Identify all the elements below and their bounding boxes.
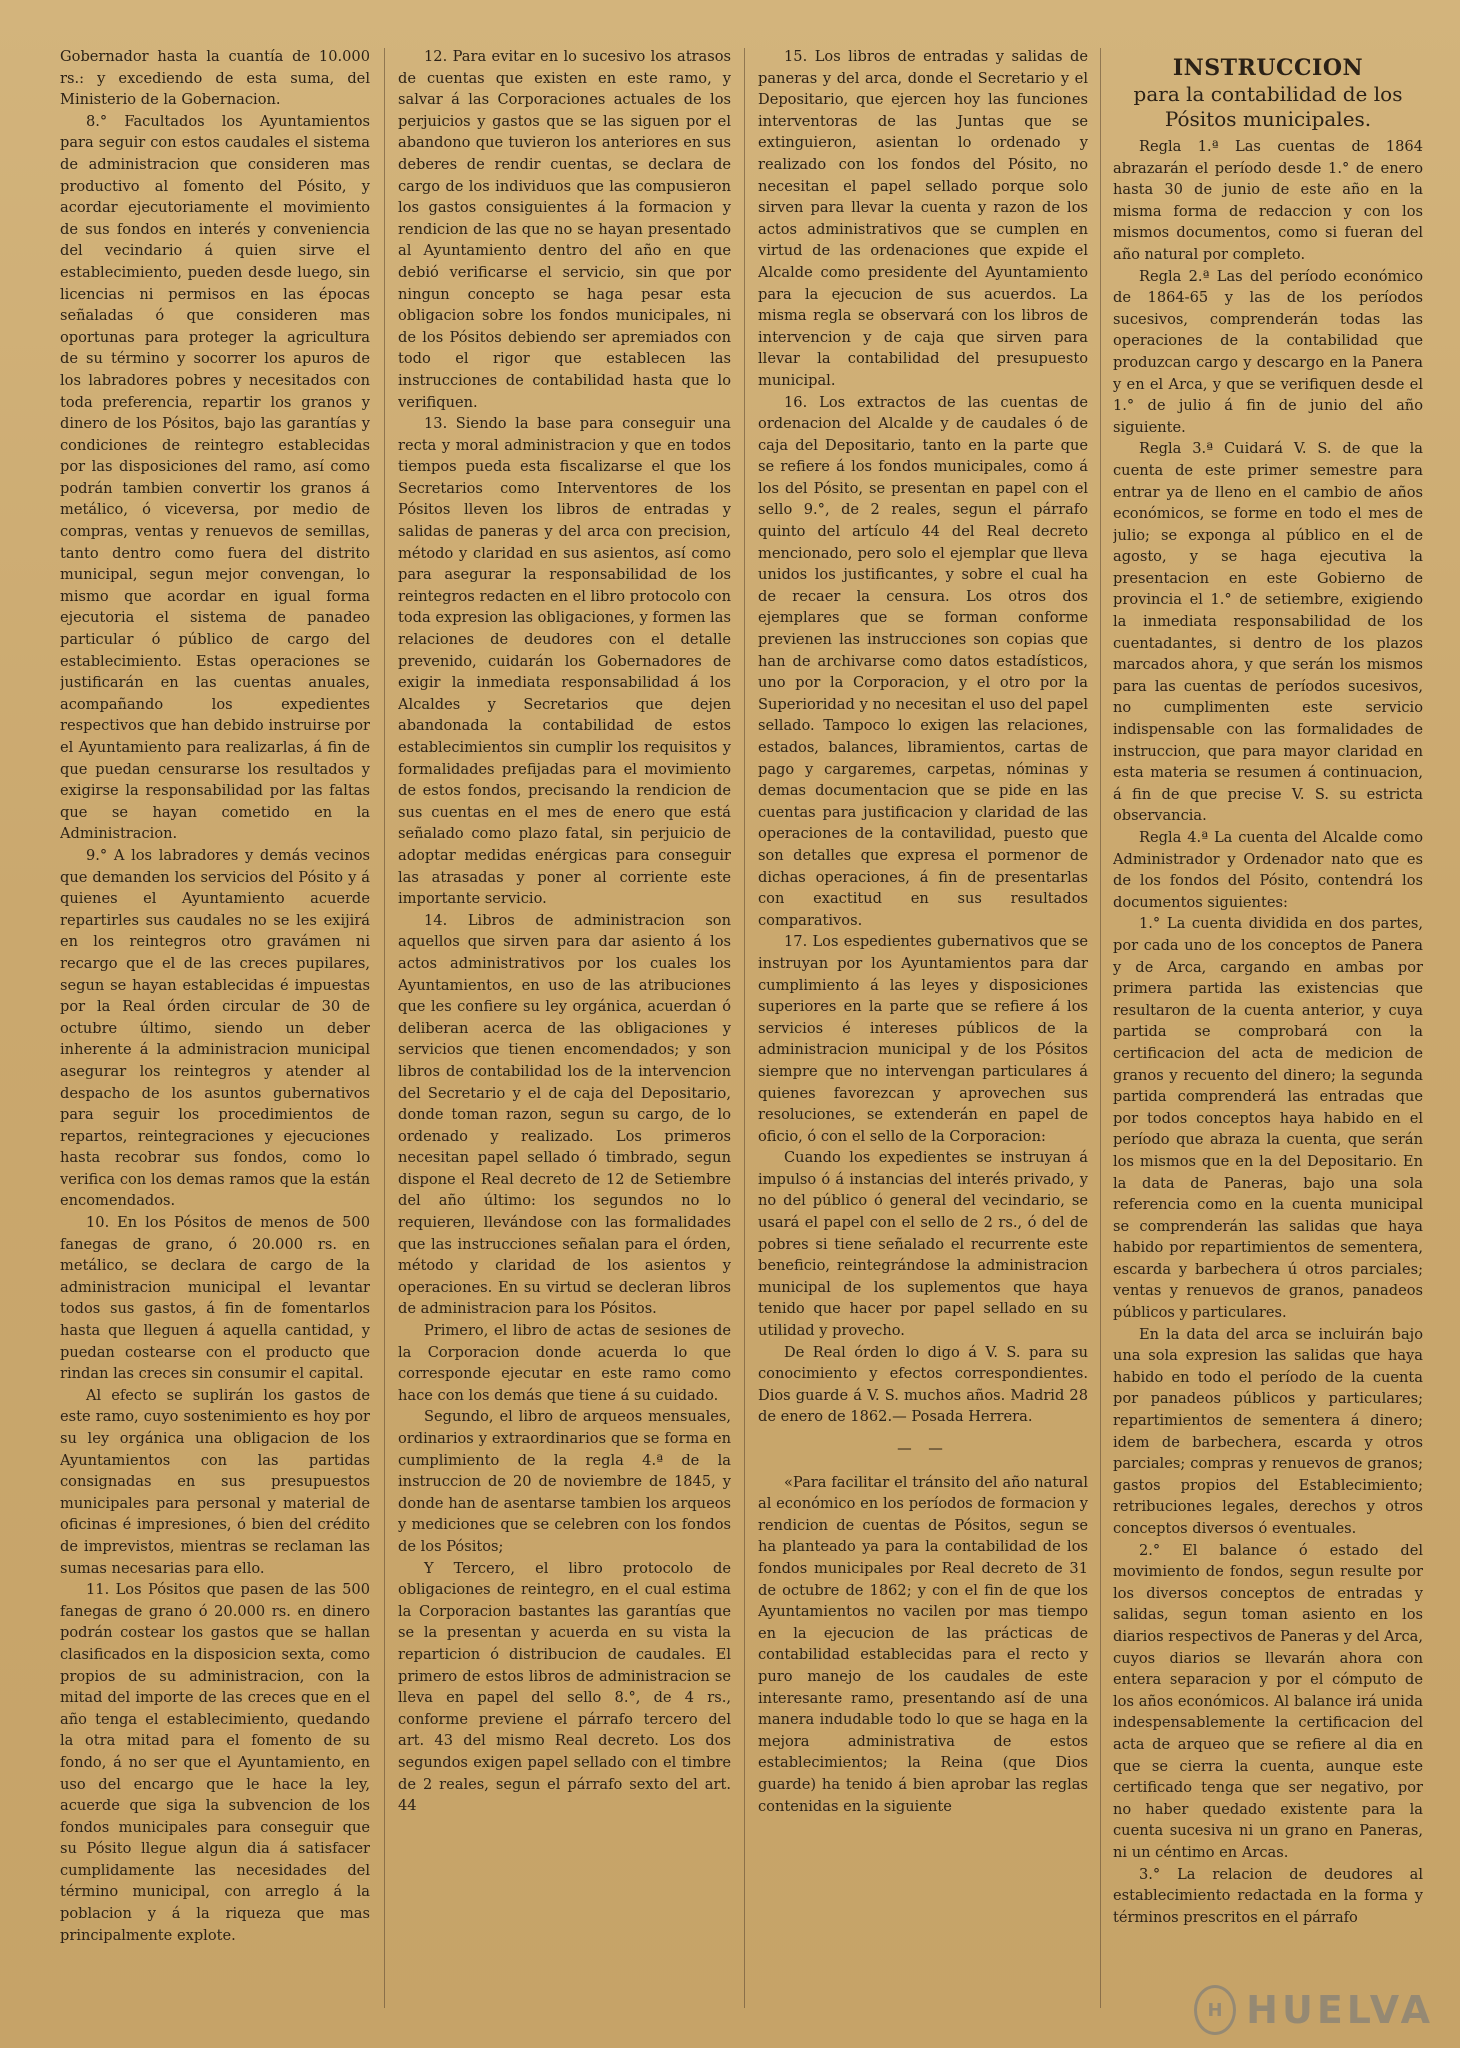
paragraph: Al efecto se suplirán los gastos de este ramo, cuyo sostenimiento es hoy por su ley orgánica una obligacion de los Ayuntamientos con las partidas consignadas en sus presupuestos municipales para personal y material de oficinas é impresiones, ó bien del crédito de imprevistos, mientras se reclaman las sumas necesarias para ello.	[60, 1386, 370, 1577]
paragraph: 1.° La cuenta dividida en dos partes, por cada uno de los conceptos de Panera y de Arca, cargando en ambas por primera partida las existencias que resultaron de la cuenta anterior, y cuya partida se comprobará con la certificacion del acta de medicion de granos y recuento del dinero; la segunda partida comprenderá las entradas que por todos conceptos haya habido en el período que abraza la cuenta, que serán los mismos que en la del Depositario. En la data de Paneras, bajo una sola referencia como en la cuenta municipal se comprenderán las salidas que haya habido por repartimientos de sementera, escarda y barbechera ú otros parciales; ventas y renuevos de granos, panadeos públicos y particulares.	[1113, 915, 1423, 1322]
text-column-4	[1113, 46, 1423, 2018]
paragraph: 12. Para evitar en lo sucesivo los atrasos de cuentas que existen en este ramo, y salvar á las Corporaciones actuales de los perjuicios y gastos que se las siguen por el abandono que tuvieron los anteriores en sus deberes de rendir cuentas, se declara de cargo de los individuos que las compusieron los gastos consiguientes á la formacion y rendicion de las que no se hayan presentado al Ayuntamiento dentro del año en que debió verificarse el servicio, sin que por ningun concepto se haga pesar esta obligacion sobre los fondos municipales, ni de los Pósitos debiendo ser apremiados con todo el rigor que establecen las instrucciones de contabilidad hasta que lo verifiquen.	[398, 48, 731, 411]
paragraph: Regla 3.ª Cuidará V. S. de que la cuenta de este primer semestre para entrar ya de lleno en el cambio de años económicos, se forme en todo el mes de julio; se exponga al público en el de agosto, y se haga ejecutiva la presentacion en este Gobierno de provincia el 1.° de setiembre, exigiendo la inmediata responsabilidad de los cuentadantes, si dentro de los plazos marcados ahora, y que serán los mismos para las cuentas de períodos sucesivos, no cumplimenten este servicio indispensable con las formalidades de instruccion, que para mayor claridad en esta materia se resumen á continuacion, á fin de que precise V. S. su estricta observancia.	[1113, 440, 1423, 825]
paragraph: Regla 4.ª La cuenta del Alcalde como Administrador y Ordenador nato que es de los fondos del Pósito, contendrá los documentos siguientes:	[1113, 829, 1423, 911]
paragraph: Segundo, el libro de arqueos mensuales, ordinarios y extraordinarios que se forma en cumplimiento de la regla 4.ª de la instruccion de 20 de noviembre de 1845, y donde han de asentarse tambien los arqueos y mediciones que se celebren con los fondos de los Pósitos;	[398, 1408, 731, 1555]
section-subheading: para la contabilidad de los Pósitos municipales.	[1133, 82, 1403, 131]
text-column-2	[398, 46, 731, 2018]
paragraph: 11. Los Pósitos que pasen de las 500 fanegas de grano ó 20.000 rs. en dinero podrán costear los gastos que se hallan clasificados en la disposicion sexta, como propios de su administracion, con la mitad del importe de las creces que en el año tenga el establecimiento, quedando la otra mitad para el fomento de su fondo, á no ser que el Ayuntamiento, en uso del encargo que le hace la ley, acuerde que siga la subvencion de los fondos municipales para conseguir que su Pósito llegue algun dia á satisfacer cumplidamente las necesidades del término municipal, con arreglo á la poblacion y á la riqueza que mas principalmente explote.	[60, 1581, 370, 1944]
paragraph: Cuando los expedientes se instruyan á impulso ó á instancias del interés privado, y no del público ó general del vecindario, se usará el papel con el sello de 2 rs., ó del de pobres si tiene señalado el recurrente este beneficio, reintegrándose la administracion municipal de los suplementos que haya tenido que hacer por papel sellado en su utilidad y provecho.	[758, 1149, 1088, 1340]
paragraph: «Para facilitar el tránsito del año natural al económico en los períodos de formacion y rendicion de cuentas de Pósitos, segun se ha planteado ya para la contabilidad de los fondos municipales por Real decreto de 31 de octubre de 1862; y con el fin de que los Ayuntamientos no vacilen por mas tiempo en la ejecucion de las prácticas de contabilidad establecidas para el recto y puro manejo de los caudales de este interesante ramo, presentando así de una manera indudable todo lo que se haga en la mejora administrativa de estos establecimientos; la Reina (que Dios guarde) ha tenido á bien aprobar las reglas contenidas en la siguiente	[758, 1473, 1088, 1815]
paragraph: 8.° Facultados los Ayuntamientos para seguir con estos caudales el sistema de administracion que consideren mas productivo al fomento del Pósito, y acordar ejecutoriamente el movimiento de sus fondos en interés y conveniencia del vecindario á quien sirve el establecimiento, pueden desde luego, sin licencias ni permisos en las épocas señaladas ó que consideren mas oportunas para proteger la agricultura de su término y socorrer los apuros de los labradores pobres y necesitados con toda preferencia, repartir los granos y dinero de los Pósitos, bajo las garantías y condiciones de reintegro establecidas por las disposiciones del ramo, así como podrán tambien convertir los granos á metálico, ó viceversa, por medio de compras, ventas y renuevos de semillas, tanto dentro como fuera del distrito municipal, segun mejor convengan, lo mismo que acordar en igual forma ejecutoria el sistema de panadeo particular ó público de cargo del establecimiento. Estas operaciones se justificarán en las cuentas anuales, acompañando los expedientes respectivos que han debido instruirse por el Ayuntamiento para realizarlas, á fin de que puedan censurarse los resultados y exigirse la responsabilidad por las faltas que se hayan cometido en la Administracion.	[60, 112, 370, 843]
paragraph: 17. Los espedientes gubernativos que se instruyan por los Ayuntamientos para dar cumplimiento á las leyes y disposiciones superiores en la parte que se refiere á los servicios é intereses públicos de la administracion municipal y de los Pósitos siempre que no intervengan particulares á quienes favorezcan y aprovechen sus resoluciones, se extenderán en papel de oficio, ó con el sello de la Corporacion:	[758, 933, 1088, 1145]
paragraph: 16. Los extractos de las cuentas de ordenacion del Alcalde y de caudales ó de caja del Depositario, tanto en la parte que se refiere á los fondos municipales, como á los del Pósito, se presentan en papel con el sello 9.°, de 2 reales, segun el párrafo quinto del artículo 44 del Real decreto mencionado, pero solo el ejemplar que lleva unidos los justificantes, y sobre el cual ha de recaer la censura. Los otros dos ejemplares que se forman conforme previenen las instrucciones son copias que han de archivarse como datos estadísticos, uno por la Corporacion, y el otro por la Superioridad y no necesitan el uso del papel sellado. Tampoco lo exigen las relaciones, estados, balances, libramientos, cartas de pago y cargaremes, carpetas, nóminas y demas documentacion que se pide en las cuentas para justificacion y claridad de las operaciones de la contavilidad, puesto que son detalles que expresa el pormenor de dichas operaciones, á fin de presentarlas con exactitud en sus resultados comparativos.	[758, 393, 1088, 929]
paragraph: 15. Los libros de entradas y salidas de paneras y del arca, donde el Secretario y el Depositario, que ejercen hoy las funciones interventoras de las Juntas que se extinguieron, asientan lo ordenado y realizado con los fondos del Pósito, no necesitan el papel sellado porque solo sirven para llevar la cuenta y razon de los actos administrativos que se cumplen en virtud de las ordenaciones que expide el Alcalde como presidente del Ayuntamiento para la ejecucion de sus acuerdos. La misma regla se observará con los libros de intervencion y de caja que sirven para llevar la contabilidad del presupuesto municipal.	[758, 48, 1088, 389]
archive-watermark	[1194, 1982, 1434, 2038]
paragraph: 3.° La relacion de deudores al establecimiento redactada en la forma y términos prescritos en el párrafo	[1113, 1865, 1423, 1926]
column-rule	[384, 48, 385, 2008]
paragraph: 2.° El balance ó estado del movimiento de fondos, segun resulte por los diversos conceptos de entradas y salidas, segun toman asiento en los diarios respectivos de Paneras y del Arca, cuyos diarios se llevarán ahora con entera separacion y por el cómputo de los años económicos. Al balance irá unida indespensablemente la certificacion del acta de arqueo que se refiere al dia en que se cierra la cuenta, aunque este certificado tenga que ser negativo, por no haber quedado existente para la cuenta sucesiva ni un grano en Paneras, ni un céntimo en Arcas.	[1113, 1541, 1423, 1861]
column-rule	[744, 48, 745, 2008]
watermark-text: HUELVA	[1246, 1988, 1434, 2032]
text-column-3	[758, 46, 1088, 2018]
column-rule	[1100, 48, 1101, 2008]
paragraph: 13. Siendo la base para conseguir una recta y moral administracion y que en todos tiempos pueda esta fiscalizarse el que los Secretarios como Interventores de los Pósitos lleven los libros de entradas y salidas de paneras y del arca con precision, método y claridad en sus asientos, así como para asegurar la responsabilidad de los reintegros redacten en el libro protocolo con toda expresion las obligaciones, y formen las relaciones de deudores con el detalle prevenido, cuidarán los Gobernadores de exigir la inmediata responsabilidad á los Alcaldes y Secretarios que dejen abandonada la contabilidad de estos establecimientos sin cumplir los requisitos y formalidades prefijadas para el movimiento de estos fondos, precisando la rendicion de sus cuentas en el mes de enero que está señalado como plazo fatal, sin perjuicio de adoptar medidas enérgicas para conseguir las atrasadas y poner al corriente este importante servicio.	[398, 415, 731, 908]
paragraph: Primero, el libro de actas de sesiones de la Corporacion donde acuerda lo que corresponde ejecutar en este ramo como hace con los demás que tiene á su cuidado.	[398, 1322, 731, 1404]
text-column-1	[60, 46, 370, 2018]
paragraph: En la data del arca se incluirán bajo una sola expresion las salidas que haya habido en todo el período de la cuenta por panadeos públicos y particulares; repartimientos de sementera á dinero; idem de barbechera, escarda y otros parciales; compras y renuevos de granos; gastos propios del Establecimiento; retribuciones legales, derechos y otros conceptos diversos ó eventuales.	[1113, 1325, 1423, 1537]
paragraph: 10. En los Pósitos de menos de 500 fanegas de grano, ó 20.000 rs. en metálico, se declara de cargo de la administracion municipal el levantar todos sus gastos, á fin de fomentarlos hasta que lleguen á aquella cantidad, y puedan costearse con el producto que rindan las creces sin consumir el capital.	[60, 1214, 370, 1383]
signature-paragraph: De Real órden lo digo á V. S. para su conocimiento y efectos correspondientes. Dios guarde á V. S. muchos años. Madrid 28 de enero de 1862.— Posada Herrera.	[758, 1343, 1088, 1426]
paragraph: 9.° A los labradores y demás vecinos que demanden los servicios del Pósito y á quienes el Ayuntamiento acuerde repartirles sus caudales no se les exijirá en los reintegros otro gravámen ni recargo que el de las creces pupilares, segun se hayan establecidas é impuestas por la Real órden circular de 30 de octubre último, siendo un deber inherente á la administracion municipal asegurar los reintegros y atender al despacho de los asuntos gubernativos para seguir los procedimientos de repartos, reintegraciones y ejecuciones hasta recobrar sus fondos, como lo verifica con los demas ramos que la están encomendados.	[60, 846, 370, 1210]
paragraph: Y Tercero, el libro protocolo de obligaciones de reintegro, en el cual estima la Corporacion bastantes las garantías que se la presentan y acuerda en su vista la reparticion ó distribucion de caudales. El primero de estos libros de administracion se lleva en papel del sello 8.°, de 4 rs., conforme previene el párrafo tercero del art. 43 del mismo Real decreto. Los dos segundos exigen papel sellado con el timbre de 2 reales, segun el párrafo sexto del art. 44	[398, 1559, 731, 1815]
paragraph: Regla 2.ª Las del período económico de 1864-65 y las de los períodos sucesivos, comprenderán todas las operaciones de la contabilidad que produzcan cargo y descargo en la Panera y en el Arca, y que se verifiquen desde el 1.° de julio á fin de junio del año siguiente.	[1113, 267, 1423, 436]
paragraph: Gobernador hasta la cuantía de 10.000 rs.: y excediendo de esta suma, del Ministerio de la Gobernacion.	[60, 48, 370, 109]
paragraph: 14. Libros de administracion son aquellos que sirven para dar asiento á los actos administrativos por los cuales los Ayuntamientos, en uso de las atribuciones que les confiere su ley orgánica, acuerdan ó deliberan acerca de las obligaciones y servicios que tienen encomendados; y son libros de contabilidad los de la intervencion del Secretario y el de caja del Depositario, donde toman razon, segun su cargo, de lo ordenado y realizado. Los primeros necesitan papel sellado ó timbrado, segun dispone el Real decreto de 12 de Setiembre del año último: los segundos no lo requieren, llevándose con las formalidades que las instrucciones señalan para el órden, método y claridad de los asientos y operaciones. En su virtud se decleran libros de administracion para los Pósitos.	[398, 911, 731, 1318]
section-heading: INSTRUCCION	[1172, 55, 1364, 81]
section-divider: — —	[897, 1440, 949, 1457]
paragraph: Regla 1.ª Las cuentas de 1864 abrazarán el período desde 1.° de enero hasta 30 de junio de este año en la misma forma de redaccion y con los mismos documentos, como si fueran del año natural por completo.	[1113, 138, 1423, 263]
seal-icon: H	[1194, 1985, 1236, 2035]
